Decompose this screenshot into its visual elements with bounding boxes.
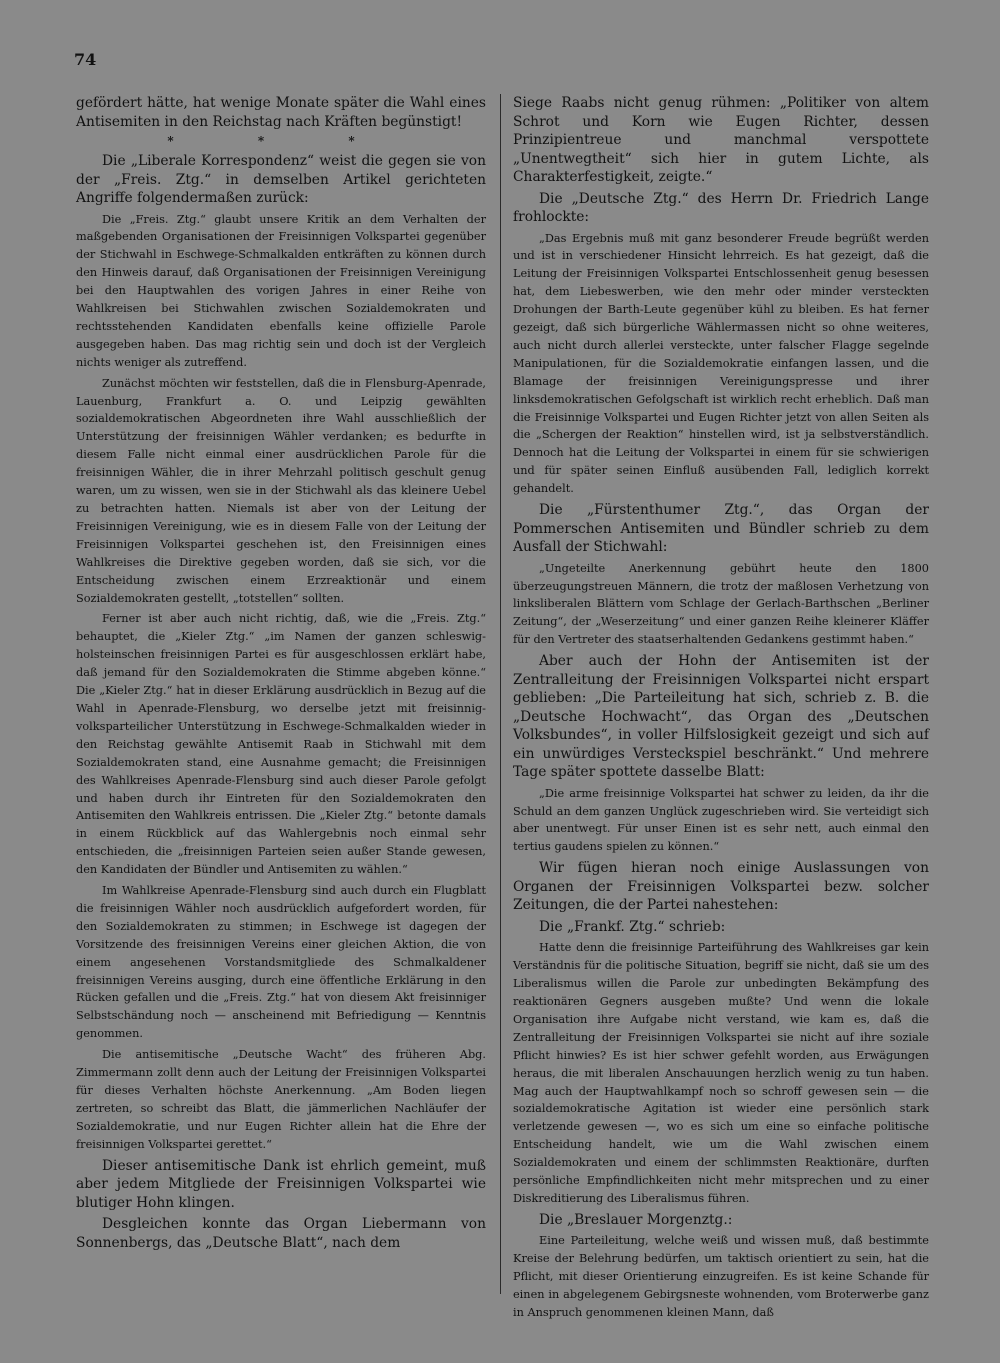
paragraph: Wir fügen hieran noch einige Auslassungen von Organen der Freisinnigen Volkspartei bezw. solcher Zeitungen, die der Partei nahestehen: xyxy=(513,860,929,914)
column-divider xyxy=(500,94,501,1294)
paragraph: Hatte denn die freisinnige Parteiführung des Wahlkreises gar kein Verständnis für die politische Situation, begriff sie nicht, daß sie um des Liberalismus willen die Parole zur unbedingten Bekämpfung des reaktionären Gegners ausgeben mußte? Und wenn die lokale Organisation ihre Aufgabe nicht verstand, wie kam es, daß die Zentralleitung der Freisinnigen Volkspartei sie nicht auf ihre soziale Pflicht hinwies? Es ist hier schwer gefehlt worden, aus Erwägungen heraus, die mit liberalen Anschauungen herzlich wenig zu tun haben. Mag auch der Hauptwahlkampf noch so schroff gewesen sein — die sozialdemokratische Agitation ist wieder eine persönlich stark verletzende gewesen —, wo es sich um eine so einfache politische Entscheidung handelt, wie um die Wahl zwischen einem Sozialdemokraten und einem der schlimmsten Reaktionäre, durften persönliche Empfindlichkeiten nicht mehr mitsprechen und zu einer Diskreditierung des Liberalismus führen. xyxy=(513,941,929,1205)
paragraph: Die „Frankf. Ztg.“ schrieb: xyxy=(539,918,726,935)
paragraph: gefördert hätte, hat wenige Monate später die Wahl eines Antisemiten in den Reichstag nach Kräften begünstigt! xyxy=(76,95,486,130)
paragraph: Die antisemitische „Deutsche Wacht“ des früheren Abg. Zimmermann zollt denn auch der Leitung der Freisinnigen Volkspartei für dieses Verhalten höchste Anerkennung. „Am Boden liegen zertreten, so schreibt das Blatt, die jämmerlichen Nachläufer der Sozialdemokratie, und nur Eugen Richter allein hat die Ehre der freisinnigen Volkspartei gerettet.“ xyxy=(76,1048,486,1151)
paragraph: Zunächst möchten wir feststellen, daß die in Flensburg-Apenrade, Lauenburg, Frankfurt a. O. und Leipzig gewählten sozialdemokratischen Abgeordneten ihre Wahl ausschließlich der Unterstützung der freisinnigen Wähler verdanken; es bedurfte in diesem Falle nicht einmal einer ausdrücklichen Parole für die freisinnigen Wähler, die in ihrer Mehrzahl politisch geschult genug waren, um zu wissen, wen sie in der Stichwahl als das kleinere Uebel zu betrachten hatten. Niemals ist aber von der Leitung der Freisinnigen Vereinigung, wie es in diesem Falle von der Leitung der Freisinnigen Volkspartei geschehen ist, den Freisinnigen eines Wahlkreises die Direktive gegeben worden, daß sie sich, vor die Entscheidung zwischen einem Erzreaktionär und einem Sozialdemokraten gestellt, „totstellen“ sollten. xyxy=(76,376,486,605)
paragraph: Aber auch der Hohn der Antisemiten ist der Zentralleitung der Freisinnigen Volkspartei nicht erspart geblieben: „Die Parteileitung hat sich, schrieb z. B. die „Deutsche Hochwacht“, das Organ des „Deutschen Volksbundes“, in voller Hilfslosigkeit gezeigt und sich auf ein unwürdiges Versteckspiel beschränkt.“ Und mehrere Tage später spottete dasselbe Blatt: xyxy=(513,653,929,781)
paragraph: „Das Ergebnis muß mit ganz besonderer Freude begrüßt werden und ist in verschiedener Hinsicht lehrreich. Es hat gezeigt, daß die Leitung der Freisinnigen Volkspartei Entschlossenheit genug besessen hat, dem Liebeswerben, wie den mehr oder minder versteckten Drohungen der Barth-Leute gegenüber kühl zu bleiben. Es hat ferner gezeigt, daß sich bürgerliche Wählermassen nicht so ohne weiteres, auch nicht durch allerlei versteckte, unter falscher Flagge segelnde Manipulationen, für die Sozialdemokratie einfangen lassen, und die Blamage der freisinnigen Vereinigungspresse und ihrer linksdemokratischen Gefolgschaft ist wirklich recht erheblich. Daß man die Freisinnige Volkspartei und Eugen Richter jetzt von allen Seiten als die „Schergen der Reaktion“ hinstellen wird, ist ja selbstverständlich. Dennoch hat die Leitung der Volkspartei in einem für sie schwierigen und für später seinen Einfluß ausübenden Fall, lediglich korrekt gehandelt. xyxy=(513,231,929,496)
paragraph: „Die arme freisinnige Volkspartei hat schwer zu leiden, da ihr die Schuld an dem ganzen Unglück zugeschrieben wird. Sie verteidigt sich aber unentwegt. Für unser Einen ist es sehr nett, auch einmal den tertius gaudens spielen zu können.“ xyxy=(513,786,929,854)
section-separator: * * * xyxy=(167,134,395,148)
paragraph: Eine Parteileitung, welche weiß und wissen muß, daß bestimmte Kreise der Belehrung bedürfen, um taktisch orientiert zu sein, hat die Pflicht, mit dieser Orientierung einzugreifen. Es ist keine Schande für einen in abgelegenem Gebirgsneste wohnenden, vom Broterwerbe ganz in Anspruch genommenen kleinen Mann, daß xyxy=(513,1234,929,1319)
right-column xyxy=(513,94,929,1325)
paragraph: „Ungeteilte Anerkennung gebührt heute den 1800 überzeugungstreuen Männern, die trotz der maßlosen Verhetzung von linksliberalen Blättern vom Schlage der Gerlach-Barthschen „Berliner Zeitung“, der „Weserzeitung“ und einer ganzen Reihe kleinerer Kläffer für den Vertreter des staatserhaltenden Gedankens gestimmt haben.“ xyxy=(513,561,929,647)
paragraph: Die „Liberale Korrespondenz“ weist die gegen sie von der „Freis. Ztg.“ in demselben Artikel gerichteten Angriffe folgendermaßen zurück: xyxy=(76,153,486,206)
paragraph: Die „Freis. Ztg.“ glaubt unsere Kritik an dem Verhalten der maßgebenden Organisationen der Freisinnigen Volkspartei gegenüber der Stichwahl in Eschwege-Schmalkalden entkräften zu können durch den Hinweis darauf, daß Organisationen der Freisinnigen Vereinigung bei den Hauptwahlen des vorigen Jahres in einer Reihe von Wahlkreisen bei Stichwahlen zwischen Sozialdemokraten und rechtsstehenden Kandidaten ebenfalls keine offizielle Parole ausgegeben haben. Das mag richtig sein und doch ist der Vergleich nichts weniger als zutreffend. xyxy=(76,212,486,369)
paragraph: Die „Fürstenthumer Ztg.“, das Organ der Pommerschen Antisemiten und Bündler schrieb zu dem Ausfall der Stichwahl: xyxy=(513,502,929,556)
paragraph: Im Wahlkreise Apenrade-Flensburg sind auch durch ein Flugblatt die freisinnigen Wähler noch ausdrücklich aufgefordert worden, für den Sozialdemokraten zu stimmen; in Eschwege ist dagegen der Vorsitzende des freisinnigen Vereins einer gleichen Aktion, die von einem angesehenen Vorstandsmitgliede des Schmalkaldener freisinnigen Vereins ausging, durch eine öffentliche Erklärung in den Rücken gefallen und die „Freis. Ztg.“ hat von diesem Akt freisinniger Selbstschändung noch — anscheinend mit Befriedigung — Kenntnis genommen. xyxy=(76,884,486,1041)
page-number: 74 xyxy=(74,50,97,69)
paragraph: Die „Deutsche Ztg.“ des Herrn Dr. Friedrich Lange frohlockte: xyxy=(513,190,929,225)
paragraph: Die „Breslauer Morgenztg.: xyxy=(539,1211,733,1228)
left-column xyxy=(76,94,486,1255)
paragraph: Desgleichen konnte das Organ Liebermann von Sonnenbergs, das „Deutsche Blatt“, nach dem xyxy=(76,1216,486,1251)
paragraph: Dieser antisemitische Dank ist ehrlich gemeint, muß aber jedem Mitgliede der Freisinnigen Volkspartei wie blutiger Hohn klingen. xyxy=(76,1157,486,1211)
paragraph: Siege Raabs nicht genug rühmen: „Politiker von altem Schrot und Korn wie Eugen Richter, dessen Prinzipientreue und manchmal verspottete „Unentwegtheit“ sich hier in gutem Lichte, als Charakterfestigkeit, zeigte.“ xyxy=(513,95,929,185)
paragraph: Ferner ist aber auch nicht richtig, daß, wie die „Freis. Ztg.“ behauptet, die „Kieler Ztg.“ „im Namen der ganzen schleswig-holsteinschen freisinnigen Partei es für ausgeschlossen erklärt habe, daß jemand für den Sozialdemokraten die Stimme abgeben könne.“ Die „Kieler Ztg.“ hat in dieser Erklärung ausdrücklich in Bezug auf die Wahl in Apenrade-Flensburg, wo derselbe jetzt mit freisinnig-volksparteilicher Unterstützung in Eschwege-Schmalkalden wieder in den Reichstag gewählte Antisemit Raab in Stichwahl mit dem Sozialdemokraten stand, eine Ausnahme gemacht; die Freisinnigen des Wahlkreises Apenrade-Flensburg sind auch dieser Parole gefolgt und haben durch ihr Eintreten für den Sozialdemokraten den Antisemiten den Wahlkreis entrissen. Die „Kieler Ztg.“ betonte damals in einem Rückblick auf das Wahlergebnis noch einmal sehr entschieden, die „freisinnigen Parteien seien außer Stande gewesen, den Kandidaten der Bündler und Antisemiten zu wählen.“ xyxy=(76,612,486,877)
